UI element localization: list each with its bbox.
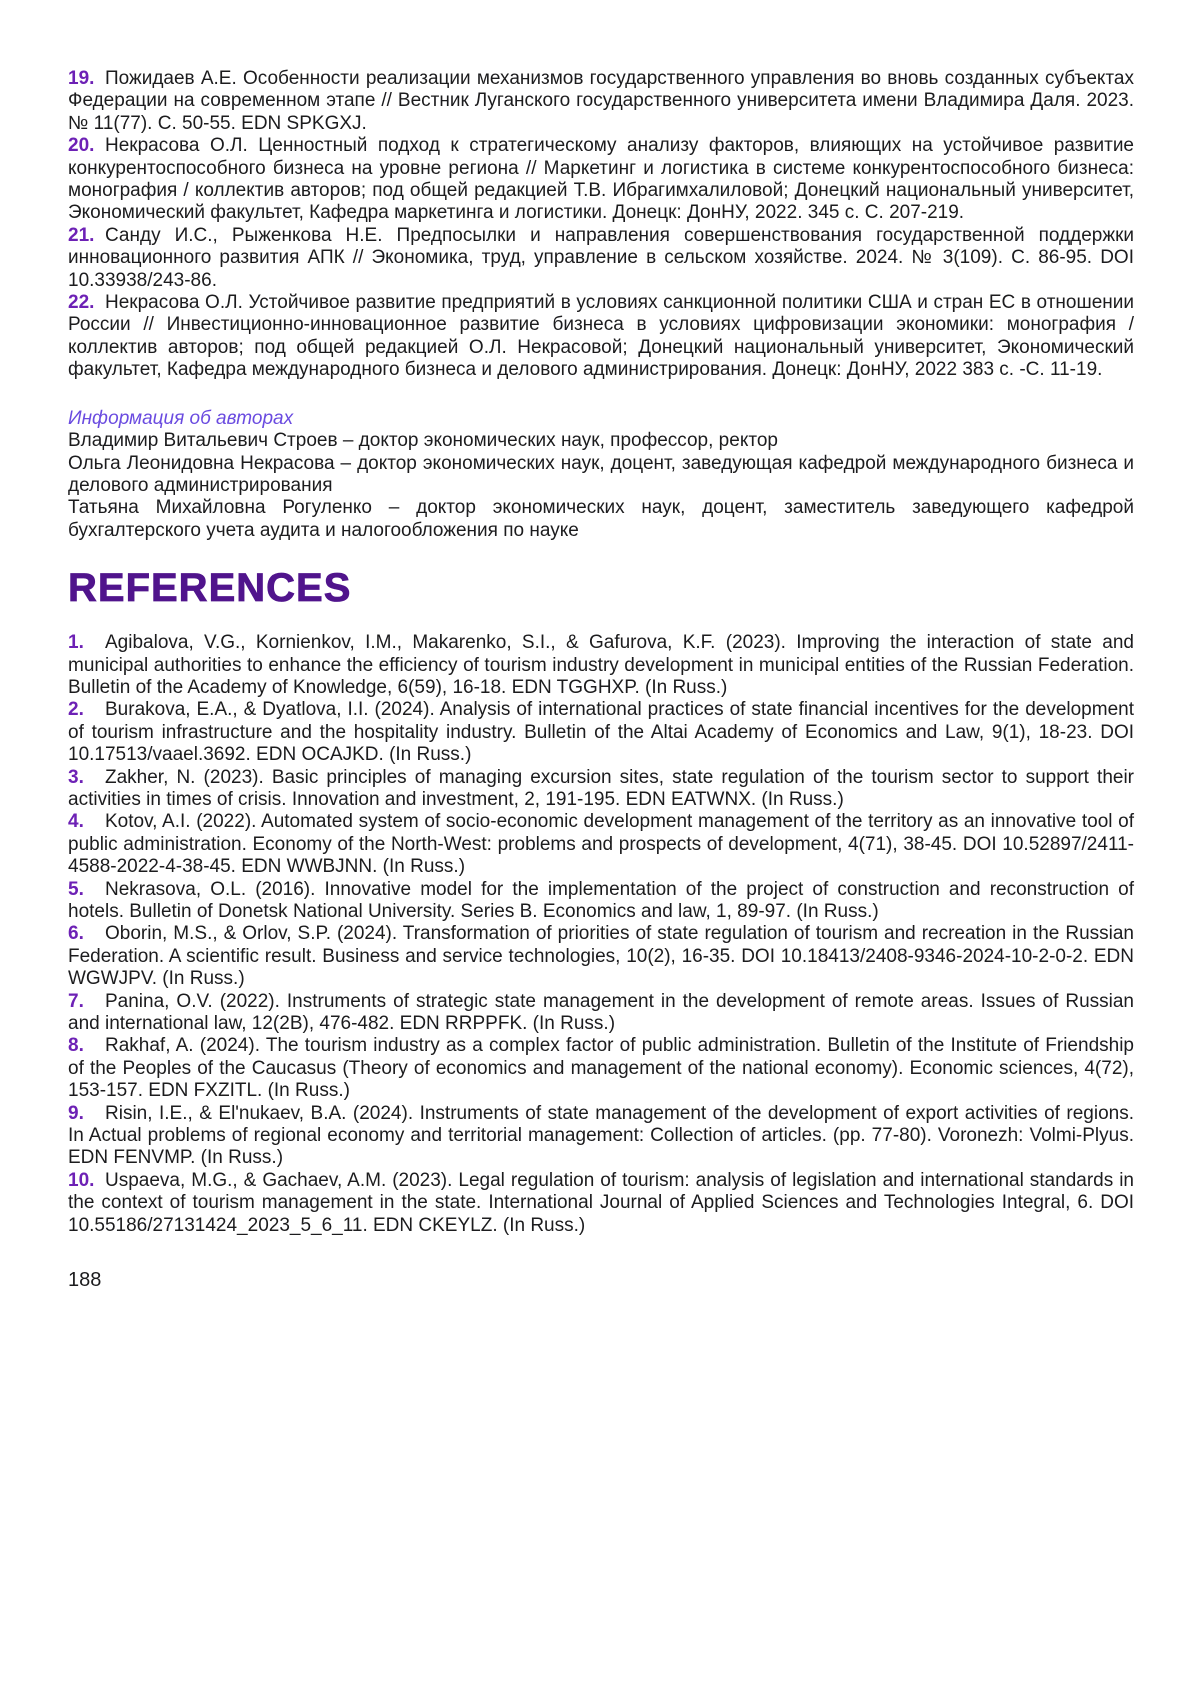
references-heading: REFERENCES	[68, 566, 352, 611]
reference-text: Nekrasova, O.L. (2016). Innovative model for the implementation of the project of construction and reconstruction of hotels. Bulletin of Donetsk National University. Series B. Economics and law, 1, 89-97. (In Russ.)	[68, 878, 1134, 922]
russian-references-section	[68, 68, 1134, 382]
reference-item-20	[68, 135, 1134, 225]
reference-text: Пожидаев А.Е. Особенности реализации механизмов государственного управления во вновь созданных субъектах Федерации на современном этапе // Вестник Луганского государственного университета имени Владимира Даля. 2023. № 11(77). С. 50-55. EDN SPKGXJ.	[68, 68, 1134, 134]
authors-info-section	[68, 408, 1134, 542]
reference-number: 20.	[68, 135, 95, 157]
author-line: Владимир Витальевич Строев – доктор экономических наук, профессор, ректор	[68, 430, 778, 452]
reference-number: 19.	[68, 68, 95, 89]
reference-text: Burakova, E.A., & Dyatlova, I.I. (2024). Analysis of international practices of state financial incentives for the development of tourism infrastructure and the hospitality industry. Bulletin of the Altai Academy of Economics and Law, 9(1), 18-23. DOI 10.17513/vaael.3692. EDN OCAJKD. (In Russ.)	[68, 699, 1134, 766]
reference-item-19	[68, 68, 1134, 135]
reference-text: Некрасова О.Л. Ценностный подход к стратегическому анализу факторов, влияющих на устойчивое развитие конкурентоспособного бизнеса на уровне региона // Маркетинг и логистика в системе конкурентоспособного бизнеса: монография / коллектив авторов; под общей редакцией Т.В. Ибрагимхалиловой; Донецкий национальный университет, Экономический факультет, Кафедра маркетинга и логистики. Донецк: ДонНУ, 2022. 345 с. С. 207-219.	[68, 135, 1134, 224]
reference-text: Санду И.С., Рыженкова Н.Е. Предпосылки и направления совершенствования государственной поддержки инновационного развития АПК // Экономика, труд, управление в сельском хозяйстве. 2024. № 3(109). С. 86-95. DOI 10.33938/243-86.	[68, 224, 1134, 291]
reference-number: 21.	[68, 224, 95, 246]
reference-number: 4.	[68, 811, 84, 833]
reference-item-1	[68, 632, 1134, 699]
reference-item-10	[68, 1170, 1134, 1237]
reference-item-7	[68, 991, 1134, 1036]
reference-number: 6.	[68, 923, 84, 945]
reference-text: Zakher, N. (2023). Basic principles of managing excursion sites, state regulation of the tourism sector to support their activities in times of crisis. Innovation and investment, 2, 191-195. EDN EATWNX. (In Russ.)	[68, 766, 1134, 810]
reference-number: 7.	[68, 990, 84, 1012]
reference-item-5	[68, 879, 1134, 924]
reference-text: Kotov, A.I. (2022). Automated system of socio-economic development management of the territory as an innovative tool of public administration. Economy of the North-West: problems and prospects of development, 4(71), 38-45. DOI 10.52897/2411-4588-2022-4-38-45. EDN WWBJNN. (In Russ.)	[68, 811, 1134, 878]
reference-number: 2.	[68, 699, 84, 721]
reference-item-2	[68, 699, 1134, 766]
reference-item-4	[68, 811, 1134, 878]
reference-number: 3.	[68, 766, 84, 788]
author-line: Татьяна Михайловна Рогуленко – доктор экономических наук, доцент, заместитель заведующего кафедрой бухгалтерского учета аудита и налогообложения по науке	[68, 497, 1134, 541]
reference-number: 8.	[68, 1035, 84, 1057]
reference-text: Oborin, M.S., & Orlov, S.P. (2024). Transformation of priorities of state regulation of tourism and recreation in the Russian Federation. A scientific result. Business and service technologies, 10(2), 16-35. DOI 10.18413/2408-9346-2024-10-2-0-2. EDN WGWJPV. (In Russ.)	[68, 923, 1134, 990]
reference-item-22	[68, 292, 1134, 382]
reference-item-21	[68, 225, 1134, 292]
reference-number: 10.	[68, 1169, 95, 1191]
authors-info-heading: Информация об авторах	[68, 407, 294, 429]
reference-number: 22.	[68, 292, 95, 314]
author-line: Ольга Леонидовна Некрасова – доктор экономических наук, доцент, заведующая кафедрой международного бизнеса и делового администрирования	[68, 452, 1134, 496]
reference-text: Agibalova, V.G., Kornienkov, I.M., Makarenko, S.I., & Gafurova, K.F. (2023). Improving the interaction of state and municipal authorities to enhance the efficiency of tourism industry development in municipal entities of the Russian Federation. Bulletin of the Academy of Knowledge, 6(59), 16-18. EDN TGGHXP. (In Russ.)	[68, 632, 1134, 698]
reference-text: Risin, I.E., & El'nukaev, B.A. (2024). Instruments of state management of the development of export activities of regions. In Actual problems of regional economy and territorial management: Collection of articles. (pp. 77-80). Voronezh: Volmi-Plyus. EDN FENVMP. (In Russ.)	[68, 1102, 1134, 1169]
reference-text: Uspaeva, M.G., & Gachaev, A.M. (2023). Legal regulation of tourism: analysis of legislation and international standards in the context of tourism management in the state. International Journal of Applied Sciences and Technologies Integral, 6. DOI 10.55186/27131424_2023_5_6_11. EDN CKEYLZ. (In Russ.)	[68, 1169, 1134, 1236]
reference-number: 1.	[68, 632, 84, 654]
reference-text: Rakhaf, A. (2024). The tourism industry as a complex factor of public administration. Bulletin of the Institute of Friendship of the Peoples of the Caucasus (Theory of economics and management of the national economy). Economic sciences, 4(72), 153-157. EDN FXZITL. (In Russ.)	[68, 1035, 1134, 1102]
english-references-section	[68, 632, 1134, 1237]
reference-item-3	[68, 767, 1134, 812]
reference-item-9	[68, 1103, 1134, 1170]
reference-text: Panina, O.V. (2022). Instruments of strategic state management in the development of remote areas. Issues of Russian and international law, 12(2B), 476-482. EDN RRPPFK. (In Russ.)	[68, 990, 1134, 1035]
reference-number: 5.	[68, 878, 84, 900]
reference-text: Некрасова О.Л. Устойчивое развитие предприятий в условиях санкционной политики США и стран ЕС в отношении России // Инвестиционно-инновационное развитие бизнеса в условиях цифровизации экономики: монография / коллектив авторов; под общей редакцией О.Л. Некрасовой; Донецкий национальный университет, Экономический факультет, Кафедра международного бизнеса и делового администрирования. Донецк: ДонНУ, 2022 383 с. -С. 11-19.	[68, 292, 1134, 381]
reference-number: 9.	[68, 1102, 84, 1124]
reference-item-6	[68, 923, 1134, 990]
reference-item-8	[68, 1035, 1134, 1102]
page-number: 188	[68, 1269, 102, 1292]
